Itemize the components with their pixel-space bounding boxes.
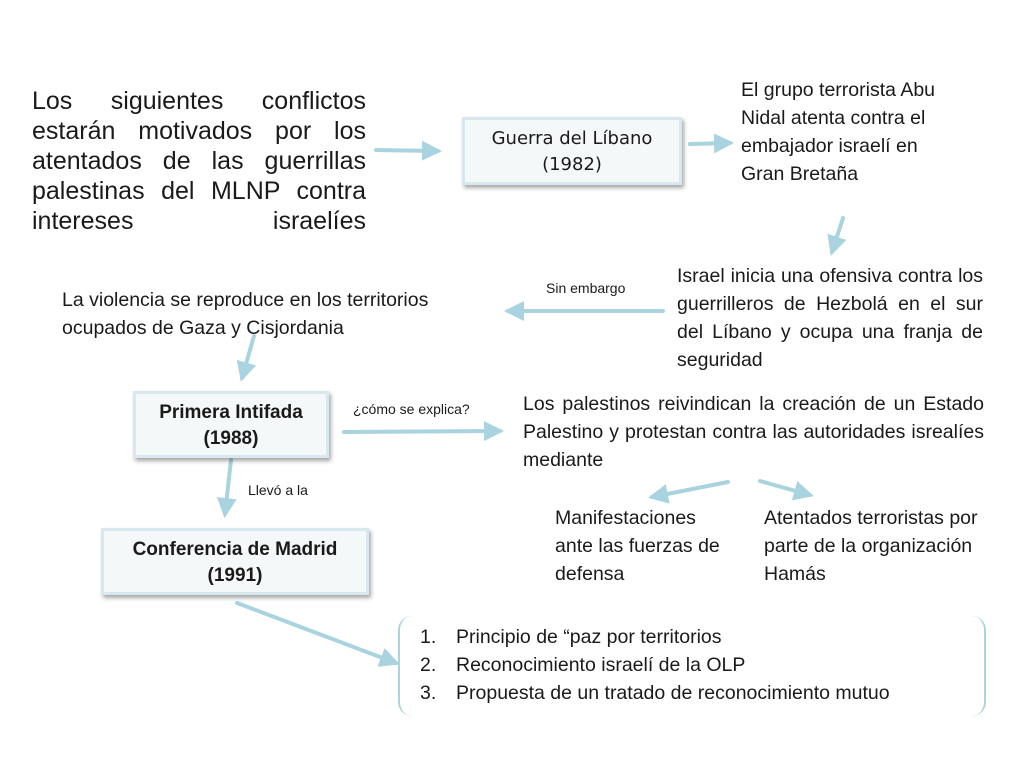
madrid-year: (1991) (207, 565, 263, 586)
result-number: 3. (420, 682, 437, 704)
arrow-abu-to-israel (832, 218, 843, 252)
arrow-intifada-to-palestinos (344, 431, 500, 432)
intifada-year: (1988) (203, 428, 259, 449)
results-list (420, 623, 890, 707)
madrid-title: Conferencia de Madrid (132, 539, 338, 560)
result-text: Principio de “paz por territorios (456, 626, 722, 648)
arrow-to-atentados (760, 481, 810, 495)
sin-embargo-label: Sin embargo (546, 280, 626, 296)
conferencia-madrid-box (101, 528, 369, 595)
manifestaciones-text: Manifestaciones ante las fuerzas de defensa (555, 507, 720, 585)
arrow-intifada-to-madrid (225, 460, 231, 514)
llevo-a-la-label: Llevó a la (248, 482, 308, 498)
arrow-to-manifestaciones (652, 482, 728, 497)
arrow-violencia-to-intifada (242, 336, 254, 378)
result-number: 2. (420, 654, 437, 676)
atentados-hamas-text: Atentados terroristas por parte de la organización Hamás (764, 507, 978, 585)
primera-intifada-box (133, 391, 329, 458)
violencia-text: La violencia se reproduce en los territorios ocupados de Gaza y Cisjordania (62, 289, 429, 339)
arrow-intro-to-guerra (376, 150, 438, 151)
result-text: Propuesta de un tratado de reconocimiento mutuo (456, 682, 890, 704)
israel-ofensiva-text: Israel inicia una ofensiva contra los guerrilleros de Hezbolá en el sur del Líbano y ocupa una franja de seguridad (677, 265, 983, 371)
result-item (420, 623, 890, 651)
result-number: 1. (420, 626, 437, 648)
intro-text: Los siguientes conflictos estarán motivados por los atentados de las guerrillas palestinas del MLNP contra intereses israelíes (32, 87, 366, 235)
result-text: Reconocimiento israelí de la OLP (456, 654, 746, 676)
arrow-madrid-to-results (237, 603, 396, 663)
result-item (420, 679, 890, 707)
como-se-explica-label: ¿cómo se explica? (353, 401, 470, 417)
arrow-guerra-to-abu (690, 143, 730, 144)
intifada-title: Primera Intifada (159, 402, 303, 423)
guerra-title: Guerra del Líbano (491, 128, 653, 149)
abu-nidal-text: El grupo terrorista Abu Nidal atenta contra el embajador israelí en Gran Bretaña (741, 79, 936, 185)
palestinos-text: Los palestinos reivindican la creación de un Estado Palestino y protestan contra las autoridades isrealíes mediante (523, 393, 984, 471)
guerra-del-libano-box (462, 117, 682, 185)
result-item (420, 651, 890, 679)
guerra-year: (1982) (542, 154, 602, 175)
